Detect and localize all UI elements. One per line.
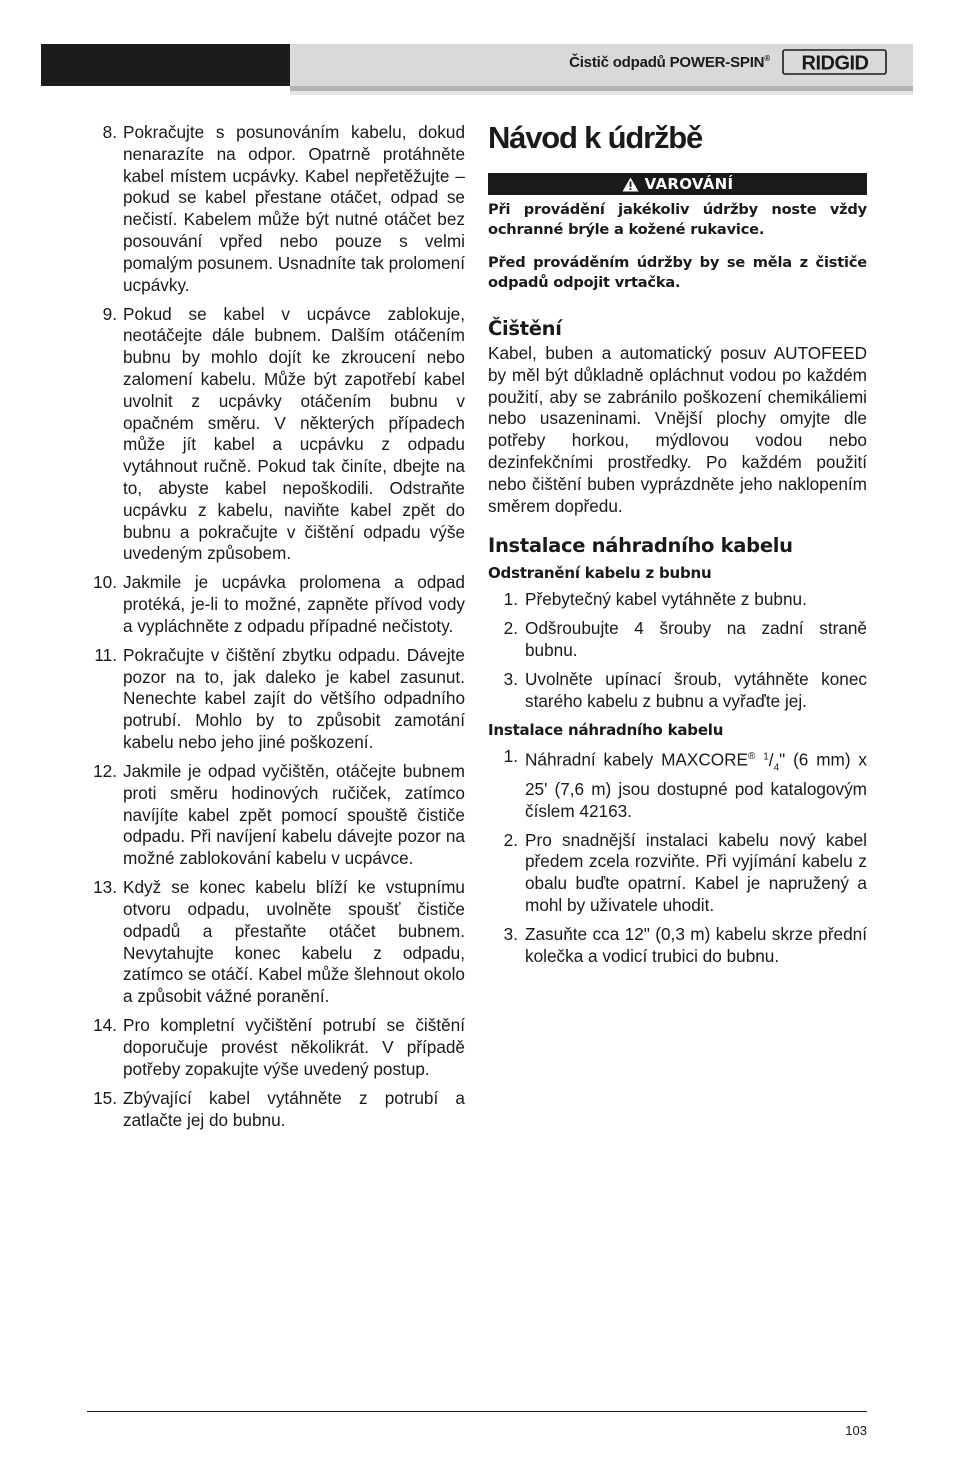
- list-item: 15. Zbývající kabel vytáhněte z potrubí a zatlačte jej do bubnu.: [93, 1087, 465, 1130]
- warning-text-2: Před prováděním údržby by se měla z čističe odpadů odpojit vrtačka.: [488, 254, 867, 291]
- list-item: 9. Pokud se kabel v ucpávce zablokuje, neotáčejte dále bubnem. Dalším otáčením bubnu by mohlo dojít ke zkroucení nebo zalomení kabelu. Může být zapotřebí kabel uvolnit z ucpávky otáčením bubnu v opačném směru. V některých případech může jít kabel a ucpávku z odpadu vytáhnout ručně. Pokud tak činíte, dbejte na to, abyste kabel nepoškodili. Odstraňte ucpávku z kabelu, naviňte kabel zpět do bubnu a pokračujte v čištění odpadu výše uvedeným způsobem.: [102, 303, 465, 564]
- ridgid-logo: [782, 49, 888, 75]
- header-title: [520, 54, 770, 71]
- list-item: 8. Pokračujte s posunováním kabelu, dokud nenarazíte na odpor. Opatrně protáhněte kabel místem ucpávky. Kabel nepřetěžujte – pokud se kabel přestane otáčet, odpad se nečistí. Kabelem může být nutné otáčet bez posouvání vpřed nebo pouze s velmi pomalým posunem. Usnadníte tak prolomení ucpávky.: [102, 122, 466, 295]
- header-title-text: Čistič odpadů POWER-SPIN: [569, 54, 765, 71]
- header-title-mark: ®: [764, 54, 770, 63]
- procedure-list: [87, 122, 465, 1131]
- list-item: 3. Zasuňte cca 12" (0,3 m) kabelu skrze přední kolečka a vodicí trubici do bubnu.: [503, 924, 867, 966]
- install-list: [488, 746, 867, 968]
- list-item: 2. Pro snadnější instalaci kabelu nový kabel předem zcela rozviňte. Při vyjímání kabelu z obalu buďte opatrní. Kabel je napružený a mohl by uživatele uhodit.: [503, 829, 867, 916]
- page-number: 103: [845, 1423, 867, 1438]
- footer-rule: [87, 1411, 867, 1412]
- header-black-band: [41, 44, 290, 86]
- list-item: 1. Náhradní kabely MAXCORE® $^1/_4$" (6 mm) x 25' (7,6 m) jsou dostupné pod katalogovým číslem 42163.: [503, 745, 867, 821]
- cleaning-heading: Čištění: [488, 317, 562, 340]
- header-shadow-light: [290, 91, 913, 95]
- list-item: 1. Přebytečný kabel vytáhněte z bubnu.: [503, 589, 807, 610]
- list-item: 14. Pro kompletní vyčištění potrubí se čištění doporučuje provést několikrát. V případě potřeby zopakujte výše uvedený postup.: [93, 1015, 465, 1079]
- warning-banner: [488, 173, 867, 195]
- warning-label: VAROVÁNÍ: [644, 175, 734, 193]
- list-item: 3. Uvolněte upínací šroub, vytáhněte konec starého kabelu z bubnu a vyřaďte jej.: [503, 669, 867, 711]
- cleaning-text: Kabel, buben a automatický posuv AUTOFEED by měl být důkladně opláchnut vodou po každém použití, aby se zabránilo poškození chemikáliemi nebo usazeninami. Vnější plochy omyjte dle potřeby horkou, mýdlovou vodou nebo dezinfekčními prostředky. Po každém použití nebo čištění buben vyprázdněte jeho naklopením směrem dopředu.: [488, 343, 867, 516]
- removal-list: [488, 589, 867, 712]
- page-title: Návod k údržbě: [488, 120, 703, 155]
- list-item: 11. Pokračujte v čištění zbytku odpadu. Dávejte pozor na to, jak daleko je kabel zasunut. Nenechte kabel zajít do většího odpadního potrubí. Mohlo by to způsobit zamotání kabelu nebo jeho jiné poškození.: [94, 644, 465, 753]
- removal-subheading: Odstranění kabelu z bubnu: [488, 564, 712, 583]
- replacement-heading: Instalace náhradního kabelu: [488, 534, 793, 558]
- warning-text-1: Při provádění jakékoliv údržby noste vždy ochranné brýle a kožené rukavice.: [488, 201, 867, 238]
- right-column: [488, 118, 867, 975]
- list-item: 13. Když se konec kabelu blíží ke vstupnímu otvoru odpadu, uvolněte spoušť čističe odpadů a přestaňte otáčet bubnem. Nevytahujte konec kabelu z odpadu, zatímco se otáčí. Kabel může šlehnout okolo a způsobit vážné poranění.: [93, 877, 465, 1007]
- logo-text: RIDGID: [801, 52, 869, 75]
- fraction: $^1/_4$: [763, 749, 780, 774]
- list-item: 10. Jakmile je ucpávka prolomena a odpad protéká, je-li to možné, zapněte přívod vody a vypláchněte z odpadu případné nečistoty.: [93, 572, 465, 636]
- left-column: [87, 122, 465, 1139]
- warning-triangle-icon: [622, 177, 639, 192]
- list-item: 12. Jakmile je odpad vyčištěn, otáčejte bubnem proti směru hodinových ručiček, zatímco navíjíte kabel zpět pomocí spouště čističe odpadu. Při navíjení kabelu dávejte pozor na možné zablokování kabelu v ucpávce.: [93, 761, 465, 869]
- install-subheading: Instalace náhradního kabelu: [488, 720, 724, 739]
- list-item: 2. Odšroubujte 4 šrouby na zadní straně bubnu.: [503, 618, 867, 661]
